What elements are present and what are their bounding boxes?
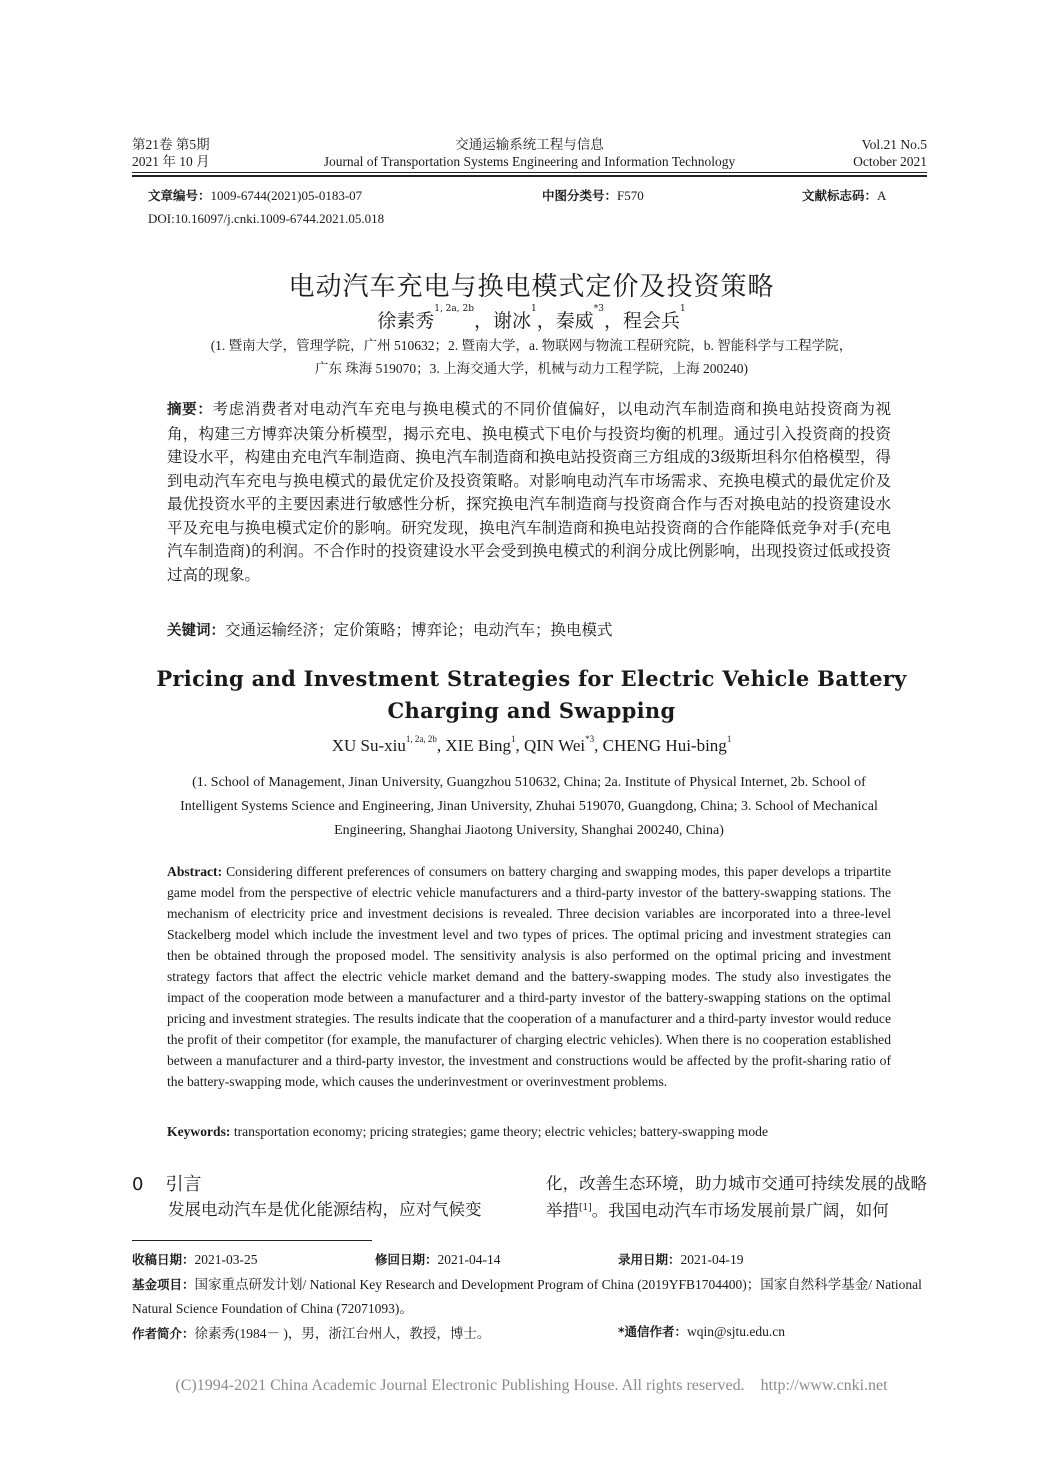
- running-header-right: [853, 136, 927, 170]
- abstract-cn: [167, 398, 891, 587]
- keywords-en: [167, 1124, 891, 1140]
- citation-ref: [1]: [579, 1203, 592, 1213]
- affiliation-cn-line-2: 广东 珠海 519070；3. 上海交通大学，机械与动力工程学院，上海 200240): [314, 361, 749, 376]
- title-en-line-2: Charging and Swapping: [387, 698, 676, 723]
- doi: DOI:10.16097/j.cnki.1009-6744.2021.05.018: [148, 211, 385, 226]
- body-text-right: 化，改善生态环境，助力城市交通可持续发展的战略举措[1]。我国电动汽车市场发展前景广阔，如何: [546, 1174, 927, 1220]
- author-cn: 徐素秀$^{1, 2a, 2b}$，: [377, 304, 493, 332]
- authors-en: [0, 736, 1063, 756]
- keywords-en-label: Keywords:: [167, 1124, 231, 1139]
- revised-date: 修回日期：2021-04-14: [375, 1252, 501, 1267]
- author-cn: 秦威$^{*3}$，: [555, 304, 624, 332]
- title-cn: 电动汽车充电与换电模式定价及投资策略: [288, 272, 775, 302]
- abstract-en-text: Considering different preferences of consumers on battery charging and swapping modes, this paper develops a tripartite game model from the perspective of electric vehicle manufacturers and a third-party investor of the battery-swapping stations. The mechanism of electricity price and investment decisions is revealed. Three decision variables are incorporated into a three-level Stackelberg model which include the investment level and two types of prices. The optimal pricing and investment strategies can then be obtained through the proposed model. The sensitivity analysis is also performed on the optimal pricing and investment strategy factors that affect the electric vehicle market demand and the battery-swapping modes. The study also investigates the impact of the cooperation mode between a manufacturer and a third-party investor of the battery-swapping stations on the optimal pricing and investment strategies. The results indicate that the cooperation of a manufacturer and a third-party investor would reduce the profit of their competitor (for example, the manufacturer of charging electric vehicles). When there is no cooperation established between a manufacturer and a third-party investor, the investment and constructions would be affected by the profit-sharing ratio of the battery-swapping mode, which causes the underinvestment or overinvestment problems.: [167, 864, 891, 1090]
- header-rule-thick: [132, 175, 927, 177]
- accepted-date: 录用日期：2021-04-19: [618, 1252, 744, 1267]
- author-en: CHENG Hui-bing$^1$: [602, 734, 732, 755]
- article-number: 文章编号：1009-6744(2021)05-0183-07: [148, 188, 363, 203]
- author-en: XIE Bing$^1$,: [445, 734, 524, 755]
- body-text-left: 发展电动汽车是优化能源结构，应对气候变: [168, 1200, 482, 1219]
- copyright-line: (C)1994-2021 China Academic Journal Electronic Publishing House. All rights reserved. http://www.cnki.net: [175, 1377, 888, 1394]
- abstract-en-label: Abstract:: [167, 864, 223, 879]
- abstract-cn-label: 摘要：: [167, 402, 213, 418]
- running-header-center: [132, 136, 927, 170]
- date-en: October 2021: [853, 154, 927, 169]
- clc-number: 中图分类号：F570: [542, 188, 644, 203]
- author-cn: 程会兵$^1$: [623, 304, 686, 332]
- section-number: 0: [132, 1174, 144, 1195]
- section-heading: [132, 1170, 201, 1196]
- fund-project: 基金项目：国家重点研发计划/ National Key Research and Development Program of China (2019YFB1704400)；国家自然科学基金/ National Natural Science Foundation of China (72071093)。: [132, 1277, 922, 1316]
- date-cn: 2021 年 10 月: [132, 154, 210, 169]
- author-bio: 作者简介：徐素秀(1984－ )，男，浙江台州人，教授，博士。: [132, 1326, 491, 1341]
- authors-cn: [0, 306, 1063, 333]
- footnote-rule: [132, 1240, 372, 1241]
- abstract-en: [167, 861, 891, 1093]
- keywords-cn-label: 关键词：: [167, 623, 225, 639]
- corresponding-author: *通信作者：wqin@sjtu.edu.cn: [618, 1324, 785, 1339]
- keywords-en-text: transportation economy; pricing strategies; game theory; electric vehicles; battery-swapping mode: [233, 1124, 768, 1139]
- journal-name-cn: 交通运输系统工程与信息: [455, 137, 604, 152]
- volume-issue-cn: 第21卷 第5期: [132, 137, 210, 152]
- header-rule-thin: [132, 172, 927, 173]
- author-cn: 谢冰$^1$，: [493, 304, 556, 332]
- journal-name-en: Journal of Transportation Systems Engineering and Information Technology: [323, 154, 736, 169]
- author-en: QIN Wei$^{*3}$,: [523, 734, 603, 755]
- keywords-cn: [167, 618, 891, 640]
- title-en-line-1: Pricing and Investment Strategies for Electric Vehicle Battery: [156, 666, 907, 691]
- volume-issue-en: Vol.21 No.5: [861, 137, 927, 152]
- affiliation-en: (1. School of Management, Jinan University, Guangzhou 510632, China; 2a. Institute of Physical Internet, 2b. School of Intelligent Systems Science and Engineering, Jinan University, Zhuhai 519070, Guangdong, China; 3. School of Mechanical Engineering, Shanghai Jiaotong University, Shanghai 200240, China): [180, 775, 878, 838]
- affiliation-cn-line-1: (1. 暨南大学，管理学院，广州 510632；2. 暨南大学，a. 物联网与物流工程研究院，b. 智能科学与工程学院，: [210, 338, 853, 353]
- received-date: 收稿日期：2021-03-25: [132, 1252, 258, 1267]
- keywords-cn-text: 交通运输经济；定价策略；博弈论；电动汽车；换电模式: [225, 621, 613, 639]
- author-en: XU Su-xiu$^{1, 2a, 2b}$,: [331, 734, 446, 755]
- abstract-cn-text: 考虑消费者对电动汽车充电与换电模式的不同价值偏好，以电动汽车制造商和换电站投资商为视角，构建三方博弈决策分析模型，揭示充电、换电模式下电价与投资均衡的机理。通过引入投资商的投资建设水平，构建由充电汽车制造商、换电汽车制造商和换电站投资商三方组成的3级斯坦科尔伯格模型，得到电动汽车充电与换电模式的最优定价及投资策略。对影响电动汽车市场需求、充换电模式的最优定价及最优投资水平的主要因素进行敏感性分析，探究换电汽车制造商与投资商合作与否对换电站的投资建设水平及充电与换电模式定价的影响。研究发现，换电汽车制造商和换电站投资商的合作能降低竞争对手(充电汽车制造商)的利润。不合作时的投资建设水平会受到换电模式的利润分成比例影响，出现投资过低或投资过高的现象。: [167, 400, 891, 584]
- title-en: [0, 663, 1063, 727]
- document-code: 文献标志码：A: [802, 188, 887, 203]
- section-title: 引言: [165, 1174, 202, 1195]
- corresponding-email[interactable]: wqin@sjtu.edu.cn: [687, 1324, 785, 1339]
